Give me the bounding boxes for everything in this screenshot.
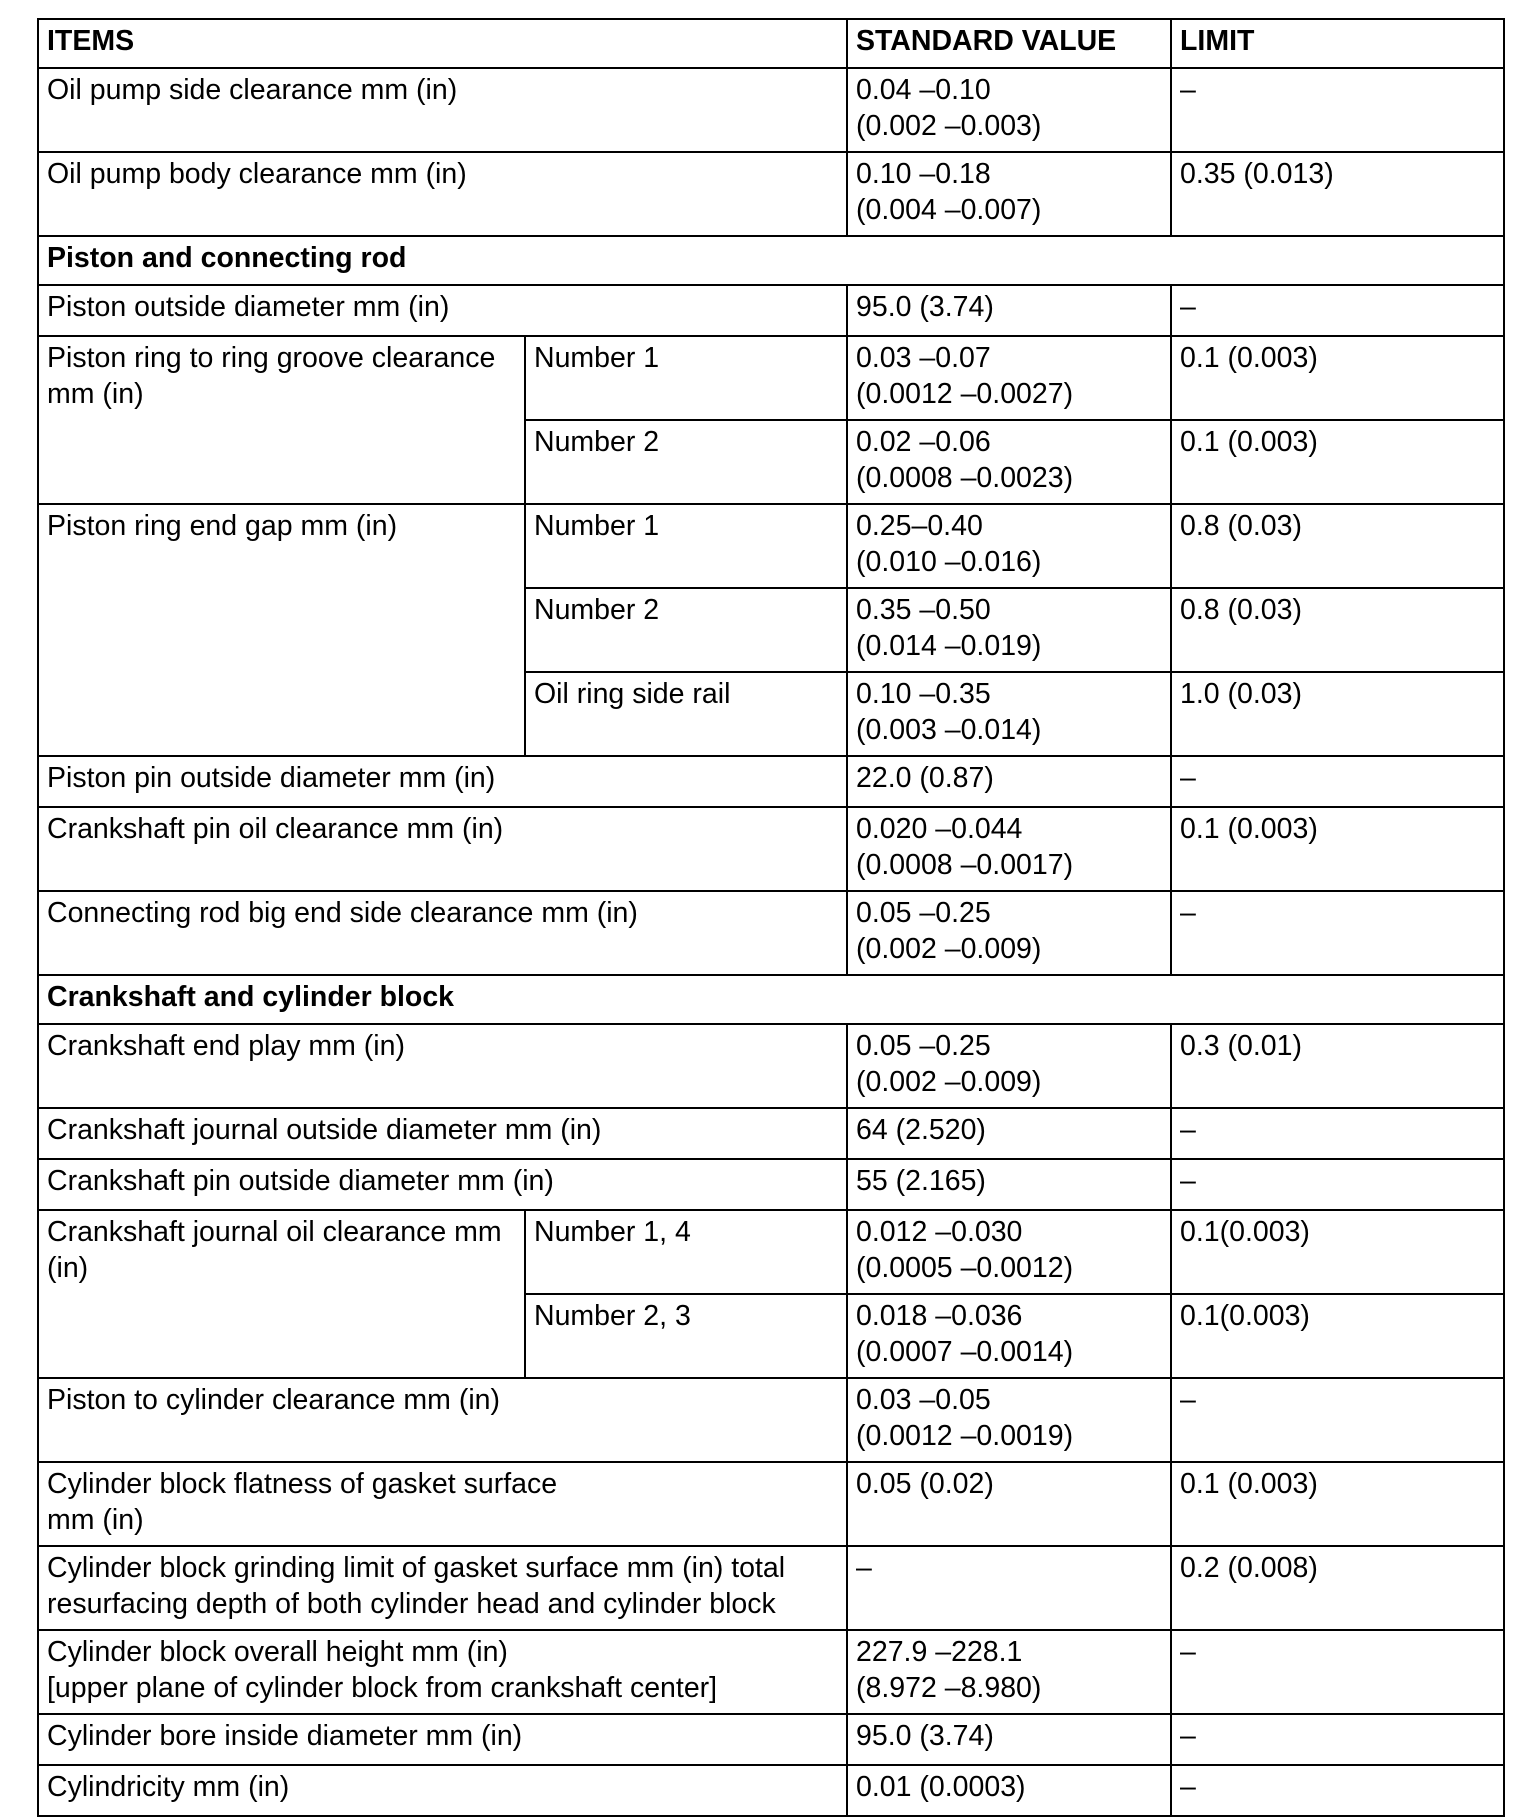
table-row — [38, 1159, 1504, 1210]
specification-table — [37, 18, 1505, 1817]
item-label: Crankshaft pin oil clearance mm (in) — [38, 807, 847, 891]
standard-value: 55 (2.165) — [847, 1159, 1171, 1210]
item-label: Connecting rod big end side clearance mm (in) — [38, 891, 847, 975]
standard-value: 0.018 –0.036 (0.0007 –0.0014) — [847, 1294, 1171, 1378]
table-row — [38, 1378, 1504, 1462]
limit-value: – — [1171, 68, 1504, 152]
limit-value: 0.2 (0.008) — [1171, 1546, 1504, 1630]
standard-value: 0.012 –0.030 (0.0005 –0.0012) — [847, 1210, 1171, 1294]
sub-item-label: Oil ring side rail — [525, 672, 847, 756]
limit-value: – — [1171, 1765, 1504, 1816]
limit-value: 0.1(0.003) — [1171, 1294, 1504, 1378]
item-label: Crankshaft pin outside diameter mm (in) — [38, 1159, 847, 1210]
standard-value: 0.35 –0.50 (0.014 –0.019) — [847, 588, 1171, 672]
table-row — [38, 285, 1504, 336]
sub-item-label: Number 1 — [525, 504, 847, 588]
header-standard-value: STANDARD VALUE — [847, 19, 1171, 68]
limit-value: – — [1171, 1630, 1504, 1714]
standard-value: 0.05 (0.02) — [847, 1462, 1171, 1546]
standard-value: 0.25–0.40 (0.010 –0.016) — [847, 504, 1171, 588]
standard-value: 0.10 –0.18 (0.004 –0.007) — [847, 152, 1171, 236]
item-label: Piston to cylinder clearance mm (in) — [38, 1378, 847, 1462]
item-label: Piston outside diameter mm (in) — [38, 285, 847, 336]
limit-value: – — [1171, 756, 1504, 807]
table-row — [38, 1108, 1504, 1159]
sub-item-label: Number 2, 3 — [525, 1294, 847, 1378]
table-row — [38, 891, 1504, 975]
limit-value: 0.1 (0.003) — [1171, 336, 1504, 420]
limit-value: 0.3 (0.01) — [1171, 1024, 1504, 1108]
section-row — [38, 975, 1504, 1024]
limit-value: – — [1171, 1714, 1504, 1765]
table-row — [38, 1462, 1504, 1546]
standard-value: 0.05 –0.25 (0.002 –0.009) — [847, 891, 1171, 975]
standard-value: 95.0 (3.74) — [847, 1714, 1171, 1765]
limit-value: – — [1171, 285, 1504, 336]
item-label: Cylinder block flatness of gasket surface mm (in) — [38, 1462, 847, 1546]
table-row — [38, 504, 1504, 588]
standard-value: 0.04 –0.10 (0.002 –0.003) — [847, 68, 1171, 152]
limit-value: 0.1 (0.003) — [1171, 807, 1504, 891]
table-row — [38, 1024, 1504, 1108]
standard-value: 22.0 (0.87) — [847, 756, 1171, 807]
item-label: Cylinder block grinding limit of gasket surface mm (in) total resurfacing depth of both cylinder head and cylinder block — [38, 1546, 847, 1630]
sub-item-label: Number 1 — [525, 336, 847, 420]
item-label: Crankshaft journal outside diameter mm (in) — [38, 1108, 847, 1159]
section-heading-piston: Piston and connecting rod — [38, 236, 1504, 285]
item-label: Cylinder bore inside diameter mm (in) — [38, 1714, 847, 1765]
table-row — [38, 152, 1504, 236]
standard-value: 64 (2.520) — [847, 1108, 1171, 1159]
limit-value: 0.8 (0.03) — [1171, 588, 1504, 672]
table-row — [38, 1765, 1504, 1816]
item-label: Cylindricity mm (in) — [38, 1765, 847, 1816]
table-row — [38, 756, 1504, 807]
table-row — [38, 807, 1504, 891]
table-row — [38, 1546, 1504, 1630]
header-limit: LIMIT — [1171, 19, 1504, 68]
standard-value: 0.03 –0.05 (0.0012 –0.0019) — [847, 1378, 1171, 1462]
table-row — [38, 1714, 1504, 1765]
limit-value: 0.8 (0.03) — [1171, 504, 1504, 588]
standard-value: 0.01 (0.0003) — [847, 1765, 1171, 1816]
sub-item-label: Number 2 — [525, 420, 847, 504]
limit-value: – — [1171, 891, 1504, 975]
item-label: Crankshaft end play mm (in) — [38, 1024, 847, 1108]
limit-value: 1.0 (0.03) — [1171, 672, 1504, 756]
item-label: Crankshaft journal oil clearance mm (in) — [38, 1210, 525, 1378]
sub-item-label: Number 2 — [525, 588, 847, 672]
limit-value: – — [1171, 1108, 1504, 1159]
standard-value: 0.020 –0.044 (0.0008 –0.0017) — [847, 807, 1171, 891]
item-label: Oil pump body clearance mm (in) — [38, 152, 847, 236]
sub-item-label: Number 1, 4 — [525, 1210, 847, 1294]
standard-value: 227.9 –228.1 (8.972 –8.980) — [847, 1630, 1171, 1714]
standard-value: 95.0 (3.74) — [847, 285, 1171, 336]
header-row — [38, 19, 1504, 68]
standard-value: 0.03 –0.07 (0.0012 –0.0027) — [847, 336, 1171, 420]
standard-value: 0.05 –0.25 (0.002 –0.009) — [847, 1024, 1171, 1108]
section-row — [38, 236, 1504, 285]
standard-value: 0.10 –0.35 (0.003 –0.014) — [847, 672, 1171, 756]
limit-value: 0.1 (0.003) — [1171, 1462, 1504, 1546]
item-label: Piston ring to ring groove clearance mm (in) — [38, 336, 525, 504]
table-row — [38, 1630, 1504, 1714]
item-label: Cylinder block overall height mm (in) [upper plane of cylinder block from crankshaft center] — [38, 1630, 847, 1714]
item-label: Oil pump side clearance mm (in) — [38, 68, 847, 152]
standard-value: 0.02 –0.06 (0.0008 –0.0023) — [847, 420, 1171, 504]
standard-value: – — [847, 1546, 1171, 1630]
item-label: Piston pin outside diameter mm (in) — [38, 756, 847, 807]
item-label: Piston ring end gap mm (in) — [38, 504, 525, 756]
limit-value: 0.1 (0.003) — [1171, 420, 1504, 504]
table-row — [38, 68, 1504, 152]
limit-value: – — [1171, 1378, 1504, 1462]
header-items: ITEMS — [38, 19, 847, 68]
table-row — [38, 1210, 1504, 1294]
limit-value: 0.1(0.003) — [1171, 1210, 1504, 1294]
limit-value: 0.35 (0.013) — [1171, 152, 1504, 236]
section-heading-crankshaft: Crankshaft and cylinder block — [38, 975, 1504, 1024]
limit-value: – — [1171, 1159, 1504, 1210]
table-row — [38, 336, 1504, 420]
